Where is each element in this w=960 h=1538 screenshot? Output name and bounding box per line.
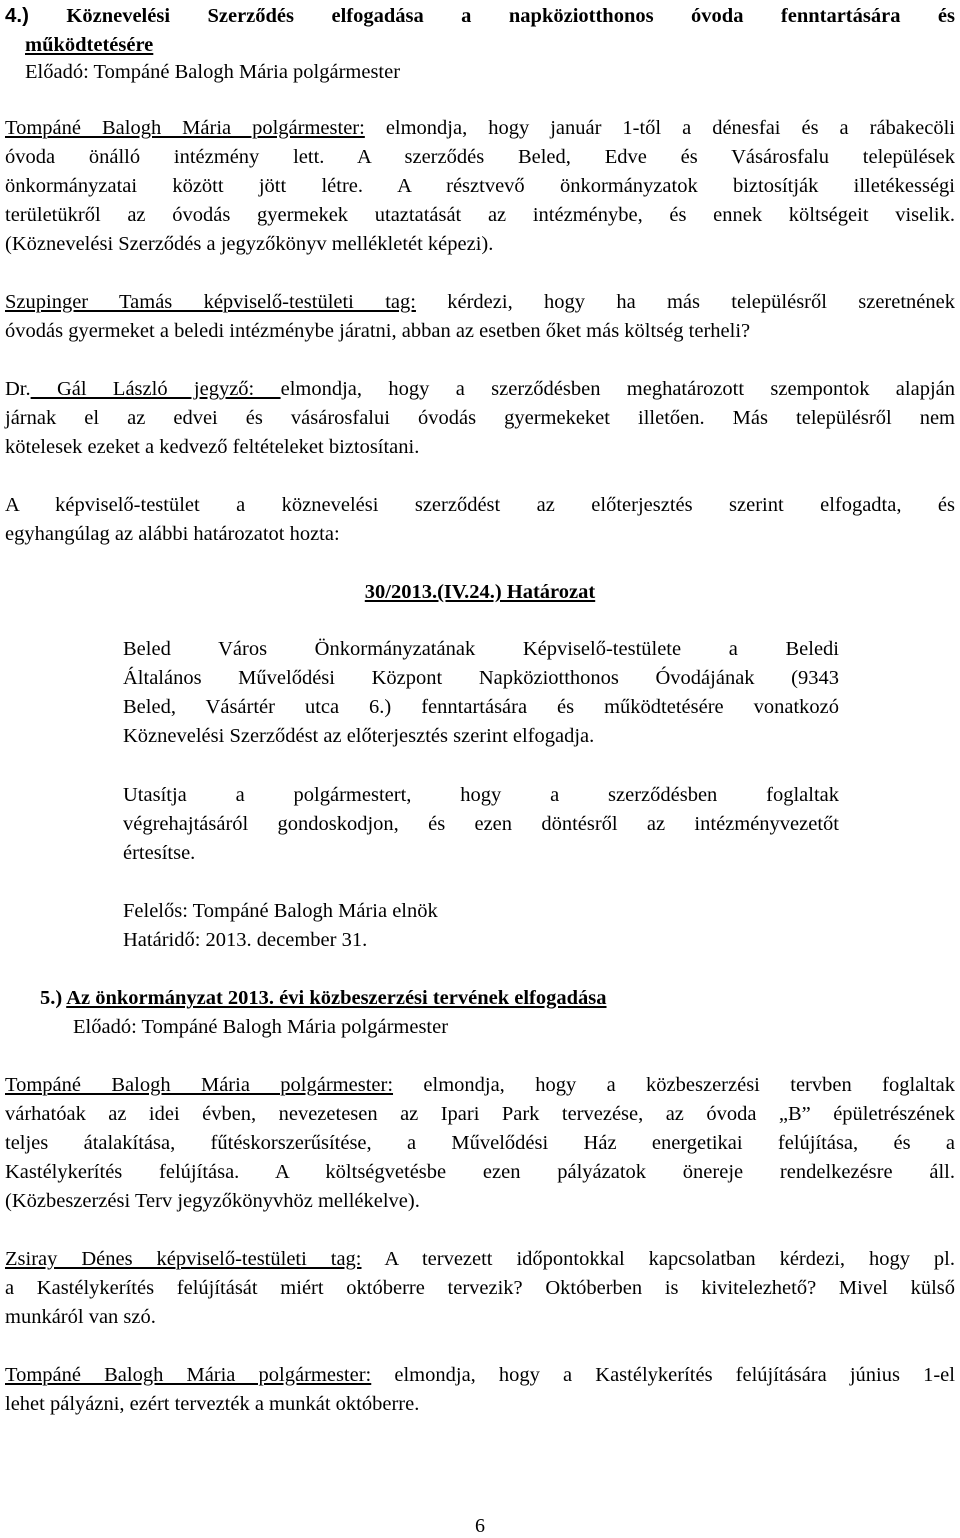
item4-p3-line2: járnak el az edvei és vásárosfalui óvodás gyermekeket illetően. Más településről nem [5,407,955,429]
resolution-line6: végrehajtásáról gondoskodjon, és ezen döntésről az intézményvezetőt [123,813,839,835]
resolution-deadline: Határidő: 2013. december 31. [123,929,368,951]
item4-title-line2: működtetésére [25,34,154,56]
item4-p1-line4: területükről az óvodás gyermekek utaztatását az intézménybe, és ennek költségeit viselik. [5,204,955,226]
item4-p1-line5: (Köznevelési Szerződés a jegyzőkönyv mellékletét képezi). [5,233,494,255]
item4-p3-line1: Dr. Gál László jegyző: elmondja, hogy a szerződésben meghatározott szempontok alapján [5,378,955,400]
resolution-title: 30/2013.(IV.24.) Határozat [364,581,596,603]
item4-p2-line2: óvodás gyermeket a beledi intézménybe járatni, abban az esetben őket más költség terheli? [5,320,751,342]
item4-p1-line3: önkormányzatai között jött létre. A résztvevő önkormányzatok biztosítják illetékességi [5,175,955,197]
item5-p1-line2: várhatóak az idei évben, nevezetesen az Ipari Park tervezése, az óvoda „B” épületrészének [5,1103,955,1125]
item5-presenter: Előadó: Tompáné Balogh Mária polgármester [73,1016,449,1038]
resolution-responsible: Felelős: Tompáné Balogh Mária elnök [123,900,438,922]
resolution-line7: értesítse. [123,842,196,864]
item5-p2-line1: Zsiray Dénes képviselő-testületi tag: A tervezett időpontokkal kapcsolatban kérdezi, hogy pl. [5,1248,955,1270]
item4-title-line1: 4.) Köznevelési Szerződés elfogadása a napköziotthonos óvoda fenntartására és [5,4,955,27]
item5-p1-line3: teljes átalakítása, fűtéskorszerűsítése, a Művelődési Ház energetikai felújítása, és a [5,1132,955,1154]
item4-p1-line2: óvoda önálló intézmény lett. A szerződés Beled, Edve és Vásárosfalu települések [5,146,955,168]
item4-p4-line1: A képviselő-testület a köznevelési szerződést az előterjesztés szerint elfogadta, és [5,494,955,516]
item5-title: 5.) Az önkormányzat 2013. évi közbeszerzési tervének elfogadása [40,987,607,1009]
item4-p1-line1: Tompáné Balogh Mária polgármester: elmondja, hogy január 1-től a dénesfai és a rábakecöli [5,117,955,139]
item5-p1-line5: (Közbeszerzési Terv jegyzőkönyvhöz mellékelve). [5,1190,420,1212]
item4-presenter: Előadó: Tompáné Balogh Mária polgármester [25,61,401,83]
item4-p2-line1: Szupinger Tamás képviselő-testületi tag: kérdezi, hogy ha más településről szeretnének [5,291,955,313]
resolution-line3: Beled, Vásártér utca 6.) fenntartására és működtetésére vonatkozó [123,696,839,718]
resolution-line5: Utasítja a polgármestert, hogy a szerződésben foglaltak [123,784,839,806]
resolution-line1: Beled Város Önkormányzatának Képviselő-testülete a Beledi [123,638,839,660]
item5-p3-line1: Tompáné Balogh Mária polgármester: elmondja, hogy a Kastélykerítés felújítására június 1-el [5,1364,955,1386]
item5-p3-line2: lehet pályázni, ezért tervezték a munkát októberre. [5,1393,420,1415]
item4-p3-line3: kötelesek ezeket a kedvező feltételeket biztosítani. [5,436,420,458]
resolution-line4: Köznevelési Szerződést az előterjesztés szerint elfogadja. [123,725,595,747]
resolution-line2: Általános Művelődési Központ Napköziotthonos Óvodájának (9343 [123,667,839,689]
item5-p1-line1: Tompáné Balogh Mária polgármester: elmondja, hogy a közbeszerzési tervben foglaltak [5,1074,955,1096]
item5-p2-line3: munkáról van szó. [5,1306,156,1328]
item5-p1-line4: Kastélykerítés felújítása. A költségvetésbe ezen pályázatok önereje rendelkezésre áll. [5,1161,955,1183]
page-number: 6 [475,1515,485,1537]
item5-p2-line2: a Kastélykerítés felújítását miért októberre tervezik? Októberben is kivitelezhető? Mivel külső [5,1277,955,1299]
item4-p4-line2: egyhangúlag az alábbi határozatot hozta: [5,523,340,545]
